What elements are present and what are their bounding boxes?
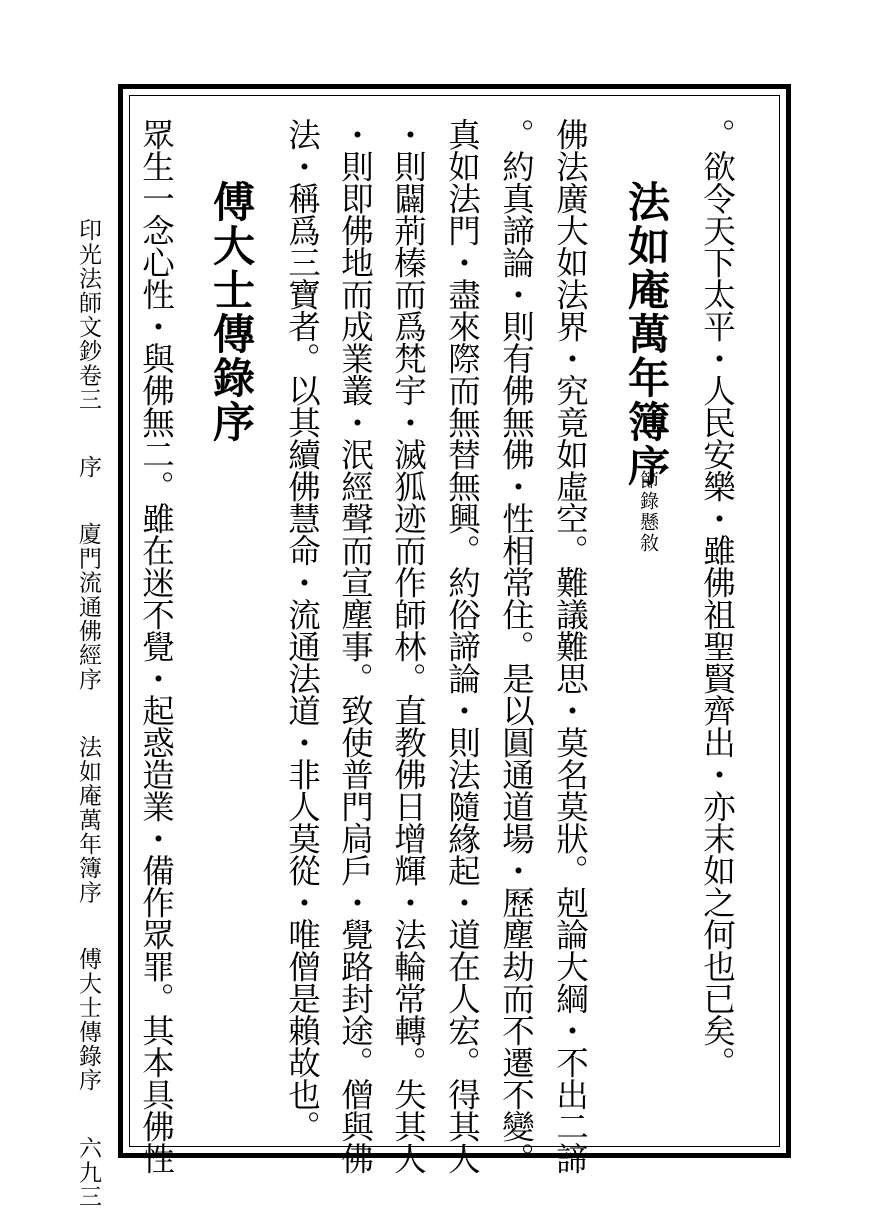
section-title-1: 法如庵萬年簿序 <box>622 180 671 488</box>
text-line-8: 眾生一念心性・與佛無二。雖在迷不覺・起惑造業・備作眾罪。其本具佛性 <box>137 118 176 1174</box>
text-line-6: ・則即佛地而成業叢・泯經聲而宣塵事。致使普門扃戶・覺路封途。僧與佛 <box>336 118 375 1174</box>
text-line-5: ・則闢荊榛而爲梵宇・滅狐迹而作師林。直教佛日增輝・法輪常轉。失其人 <box>389 118 428 1174</box>
text-line-2: 佛法廣大如法界・究竟如虛空。難議難思・莫名莫狀。剋論大綱・不出二諦 <box>551 118 590 1174</box>
margin-entry-1: 廈門流通佛經序 <box>75 522 101 692</box>
margin-entry-2: 法如庵萬年簿序 <box>75 734 101 905</box>
text-line-7: 法・稱爲三寶者。以其續佛慧命・流通法道・非人莫從・唯僧是賴故也。 <box>283 118 322 1142</box>
margin-book-title: 印光法師文鈔卷三 <box>75 218 101 412</box>
text-line-1: 。欲令天下太平・人民安樂・雖佛祖聖賢齊出・亦末如之何也已矣。 <box>698 118 737 1078</box>
text-line-4: 真如法門・盡來際而無替無興。約俗諦論・則法隨緣起・道在人宏。得其人 <box>443 118 482 1174</box>
margin-section: 序 <box>75 454 101 480</box>
section-title-1-note: 節錄懸敘 <box>637 470 659 554</box>
margin-running-header <box>76 218 99 1208</box>
page-number: 六九三 <box>75 1135 101 1209</box>
section-title-2: 傅大士傳錄序 <box>207 180 256 444</box>
margin-entry-3: 傅大士傳錄序 <box>75 947 101 1093</box>
text-line-3: 。約真諦論・則有佛無佛・性相常住。是以圓通道場・歷塵劫而不遷不變。 <box>497 118 536 1174</box>
